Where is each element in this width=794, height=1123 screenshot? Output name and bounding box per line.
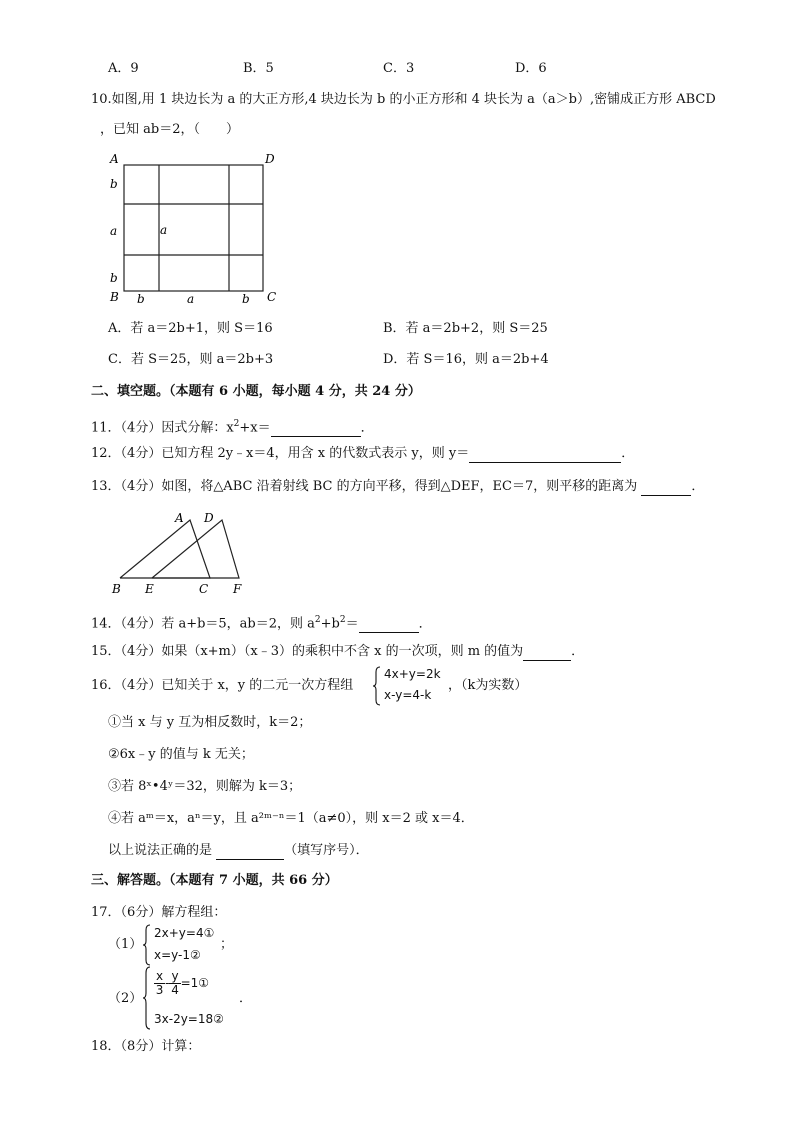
q17-part1-end: ； <box>220 937 234 952</box>
q16-item-4: ④若 aᵐ＝x，aⁿ＝y，且 a²ᵐ⁻ⁿ＝1（a≠0），则 x＝2 或 x＝4． <box>108 811 474 826</box>
q17-part2-system <box>142 966 252 1032</box>
q10-label-C: C <box>267 290 277 304</box>
q13-label-F: F <box>233 582 242 596</box>
q16-conclusion: 以上说法正确的是 （填写序号）． <box>108 843 369 858</box>
q10-option-c: C．若 S＝25，则 a＝2b+3 <box>108 352 274 367</box>
q16-eq1: 4x+y=2k <box>384 667 441 681</box>
q13-label-C: C <box>199 582 209 596</box>
q9-option-a: A．9 <box>108 61 139 76</box>
q17-part2-end: ． <box>239 991 253 1006</box>
q14: 14．（4分）若 a+b＝5，ab＝2，则 $a^2+b^2=$ ． <box>91 615 432 632</box>
q10-label-D: D <box>265 152 275 166</box>
q16-eq2: x-y=4-k <box>384 688 432 702</box>
q10-stem-line1: 10.如图,用 1 块边长为 a 的大正方形,4 块边长为 b 的小正方形和 4 块长为 a（a＞b）,密铺成正方形 ABCD <box>91 92 716 107</box>
q10-label-b-bottom-left: b <box>137 292 145 306</box>
q17-title: 17．（6分）解方程组： <box>91 905 227 920</box>
q9-option-b: B．5 <box>243 61 274 76</box>
q17-part1-label: （1） <box>108 937 143 952</box>
q10-label-b-bottom-right: b <box>242 292 250 306</box>
q17-p1-eq1: 2x+y=4① <box>154 926 215 940</box>
q17-p1-eq2: x=y-1② <box>154 948 201 962</box>
q10-square-figure <box>100 148 300 308</box>
q14-answer-blank[interactable] <box>359 618 419 633</box>
q16-item-1: ①当 x 与 y 互为相反数时，k＝2； <box>108 715 312 730</box>
q15-answer-blank[interactable] <box>523 646 571 661</box>
q11-answer-blank[interactable] <box>271 422 361 437</box>
q10-label-b-left-bottom: b <box>110 271 118 285</box>
q17-part2-label: （2） <box>108 991 143 1006</box>
q16-equation-system <box>372 666 452 708</box>
brace-icon <box>142 924 152 966</box>
q12: 12．（4分）已知方程 2y﹣x＝4，用含 x 的代数式表示 y，则 y＝ ． <box>91 446 635 461</box>
q12-answer-blank[interactable] <box>469 448 621 463</box>
q13-answer-blank[interactable] <box>641 481 691 496</box>
q10-label-A: A <box>110 152 119 166</box>
q13-label-E: E <box>145 582 154 596</box>
q10-stem-line2: ，已知 ab＝2，（ ） <box>100 122 239 137</box>
q10-label-a-bottom: a <box>187 292 195 306</box>
q10-option-d: D．若 S＝16，则 a＝2b+4 <box>383 352 549 367</box>
q16-item-2: ②6x﹣y 的值与 k 无关； <box>108 747 254 762</box>
q13-label-D: D <box>204 511 214 525</box>
q16-item-3: ③若 8ˣ•4ʸ＝32，则解为 k＝3； <box>108 779 302 794</box>
q10-label-B: B <box>110 290 119 304</box>
q11: 11．（4分）因式分解：$x^2+x=$ ． <box>91 419 374 436</box>
q9-option-d: D．6 <box>515 61 547 76</box>
q13: 13．（4分）如图，将△ABC 沿着射线 BC 的方向平移，得到△DEF，EC＝7，则平移的距离为 ． <box>91 479 705 494</box>
brace-icon <box>142 966 152 1030</box>
section-2-heading: 二、填空题。（本题有 6 小题，每小题 4 分，共 24 分） <box>91 384 421 399</box>
q15: 15．（4分）如果（x+m）（x﹣3）的乘积中不含 x 的一次项，则 m 的值为 ． <box>91 644 585 659</box>
q17-p2-eq1: $\frac{x}{3}$ - $\frac{y}{4}$ =1① <box>155 969 210 997</box>
q10-label-a-center: a <box>160 223 168 237</box>
q13-translation-figure <box>105 508 265 598</box>
brace-icon <box>372 666 382 706</box>
q10-option-a: A．若 a＝2b+1，则 S＝16 <box>108 321 273 336</box>
q10-label-b-left-top: b <box>110 177 118 191</box>
q16-stem: 16．（4分）已知关于 x，y 的二元一次方程组 <box>91 678 354 693</box>
q10-label-a-left: a <box>110 224 118 238</box>
q16-tail: ，（k为实数） <box>448 678 528 693</box>
q16-answer-blank[interactable] <box>216 845 284 860</box>
section-3-heading: 三、解答题。（本题有 7 小题，共 66 分） <box>91 873 338 888</box>
q17-p2-frac-y4: $\frac{y}{4}$ <box>171 969 179 997</box>
q10-option-b: B．若 a＝2b+2，则 S＝25 <box>383 321 548 336</box>
q13-label-B: B <box>112 582 121 596</box>
q17-part1-system <box>142 924 222 968</box>
q17-p2-eq2: 3x-2y=18② <box>154 1012 224 1026</box>
q18-title: 18．（8分）计算： <box>91 1039 201 1054</box>
q9-option-c: C．3 <box>383 61 415 76</box>
q17-p2-frac-x3: $\frac{x}{3}$ <box>155 969 164 997</box>
q13-label-A: A <box>175 511 184 525</box>
